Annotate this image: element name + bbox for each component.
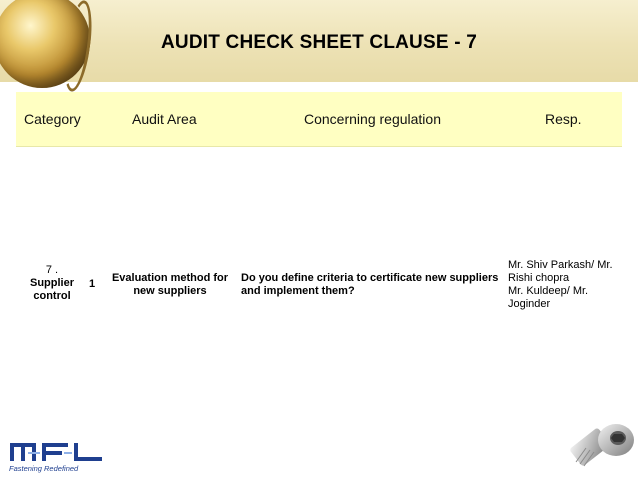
resp-line-2: Mr. Kuldeep/ Mr. Joginder [508,285,589,310]
category-number: 7 . [45,264,59,276]
header-regulation: Concerning regulation [304,111,441,127]
mfl-logo [8,440,118,474]
bolt-image [568,418,636,476]
row-audit-area: Evaluation method for new suppliers [111,272,229,297]
category-line-1: Supplier [29,277,74,289]
header-audit-area: Audit Area [132,111,197,127]
header-resp: Resp. [545,111,582,127]
header-category: Category [24,111,81,127]
row-number: 1 [89,278,96,290]
slide-title: AUDIT CHECK SHEET CLAUSE - 7 [161,32,477,53]
resp-line-1: Mr. Shiv Parkash/ Mr. Rishi chopra [508,259,613,284]
table-row-category [24,264,80,303]
row-responsible [508,259,620,311]
row-regulation: Do you define criteria to certificate new suppliers and implement them? [241,272,499,297]
svg-text:Fastening Redefined: Fastening Redefined [9,464,79,473]
category-line-2: control [33,290,71,302]
